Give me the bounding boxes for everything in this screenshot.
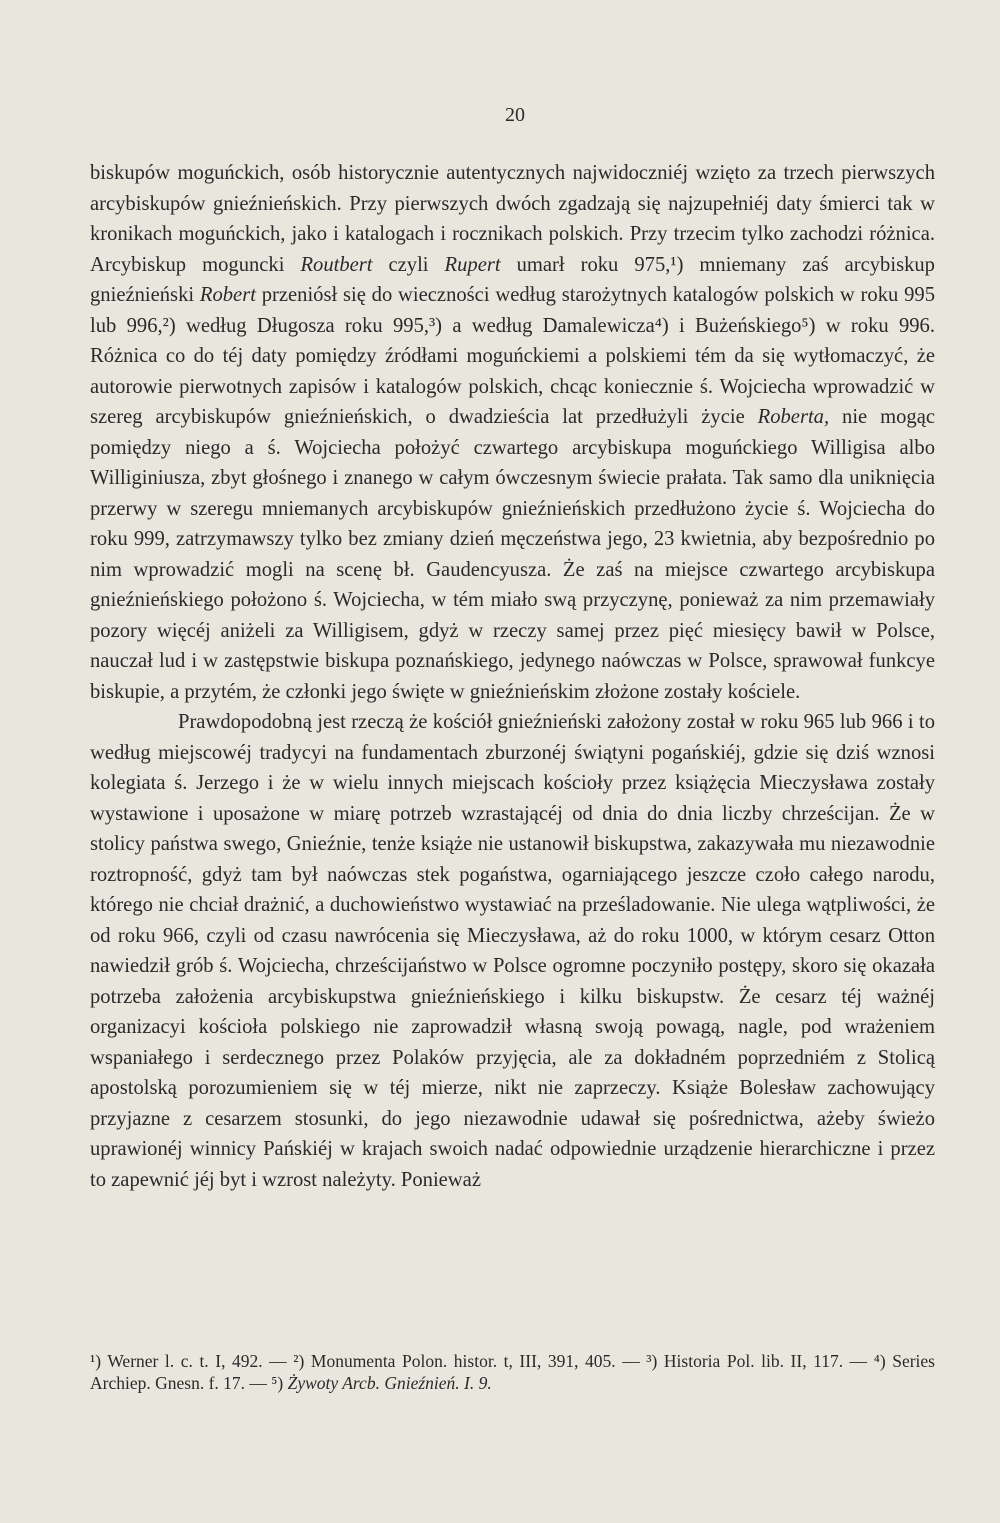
name-rupert: Rupert: [444, 253, 501, 276]
footnotes: [90, 1350, 935, 1394]
body-text: [90, 158, 935, 1195]
text-segment: czyli: [372, 253, 445, 276]
page-number: 20: [505, 104, 525, 126]
text-segment: przeniósł się do wieczności według starożytnych katalogów polskich w roku 995 lub 996,²) według Długosza roku 995,³) a według Damalewicza⁴) i Bużeńskiego⁵) w roku 996. Różnica co do téj daty pomiędzy źródłami moguńckiemi a polskiemi tém da się wytłomaczyć, że autorowie pierwotnych zapisów i katalogów polskich, chcąc koniecznie ś. Wojciecha wprowadzić w szereg arcybiskupów gnieźnieńskich, o dwadzieścia lat przedłużyli życie: [90, 284, 935, 428]
text-segment: nie mogąc pomiędzy niego a ś. Wojciecha położyć czwartego arcybiskupa moguńckiego Willigisa albo Williginiusza, zbyt głośnego i znanego w całym ówczesnym świecie prałata. Tak samo dla uniknięcia przerwy w szeregu mniemanych arcybiskupów gnieźnieńskich przedłużono życie ś. Wojciecha do roku 999, zatrzymawszy tylko bez zmiany dzień męczeństwa jego, 23 kwietnia, aby bezpośrednio po nim wprowadzić mogli na scenę bł. Gaudencyusza. Że zaś na miejsce czwartego arcybiskupa gnieźnieńskiego położono ś. Wojciecha, w tém miało swą przyczynę, ponieważ za nim przemawiały pozory więcéj aniżeli za Willigisem, gdyż w rzeczy samej przez pięć miesięcy bawił w Polsce, nauczał lud i w zastępstwie biskupa poznańskiego, jedynego naówczas w Polsce, sprawował funkcye biskupie, a przytém, że członki jego święte w gnieźnieńskim złożone zostały kościele.: [90, 406, 935, 703]
name-robert: Robert: [199, 284, 256, 306]
footnote-list: [90, 1350, 935, 1394]
paragraph-2: [90, 707, 935, 1195]
text-segment: umarł roku 975,¹) mniemany zaś arcybiskup gnieźnieński: [90, 253, 935, 306]
text-segment: Prawdopodobną jest rzeczą że kościół gnieźnieński założony został w roku 965 lub 966 i to według miejscowéj tradycyi na fundamentach zburzonéj świątyni pogańskiéj, gdzie się dziś wznosi kolegiata ś. Jerzego i że w wielu innych miejscach kościoły przez książęcia Mieczysława zostały wystawione i uposażone w miarę potrzeb wzrastającéj od dnia do dnia liczby chrześcijan. Że w stolicy państwa swego, Gnieźnie, tenże książe nie ustanowił biskupstwa, zakazywała mu niezawodnie roztropność, gdyż tam był naówczas stek pogaństwa, ogarniającego jeszcze czoło całego narodu, którego nie chciał drażnić, a duchowieństwo wystawiać na prześladowanie. Nie ulega wątpliwości, że od roku 966, czyli od czasu nawrócenia się Mieczysława, aż do roku 1000, w którym cesarz Otton nawiedził grób ś. Wojciecha, chrześcijaństwo w Polsce ogromne poczyniło postępy, skoro się okazała potrzeba założenia arcybiskupstwa gnieźnieńskiego i kilku biskupstw. Że cesarz téj ważnéj organizacyi kościoła polskiego nie zaprowadził własną swoją powagą, nagle, pod wrażeniem wspaniałego i serdecznego przez Polaków przyjęcia, ale za dokładném poprzedniém z Stolicą apostolską porozumieniem się w téj mierze, nikt nie zaprzeczy. Książe Bolesław zachowujący przyjazne z cesarzem stosunki, do jego niezawodnie udawał się pośrednictwa, ażeby świeżo uprawionéj winnicy Pańskiéj w krajach swoich nadać odpowiednie urządzenie hierarchiczne i przez to zapewnić jéj byt i wzrost należyty. Ponieważ: [90, 711, 935, 1191]
footnote-italic-title: Żywoty Arcb. Gnieźnień. I. 9.: [287, 1373, 492, 1393]
text-segment: biskupów moguńckich, osób historycznie autentycznych najwidoczniéj wzięto za trzech pierwszych arcybiskupów gnieźnieńskich. Przy pierwszych dwóch zgadzają się najzupełniéj daty śmierci tak w kronikach moguńckich, jako i katalogach i rocznikach polskich. Przy trzecim tylko zachodzi różnica. Arcybiskup moguncki: [90, 162, 935, 276]
footnote-text: ¹) Werner l. c. t. I, 492. — ²) Monumenta Polon. histor. t, III, 391, 405. — ³) Historia Pol. lib. II, 117. — ⁴) Series Archiep. Gnesn. f. 17. — ⁵): [90, 1351, 935, 1393]
paragraph-1: [90, 158, 935, 707]
name-routbert: Routbert: [300, 253, 373, 276]
name-roberta: Roberta,: [757, 406, 830, 428]
